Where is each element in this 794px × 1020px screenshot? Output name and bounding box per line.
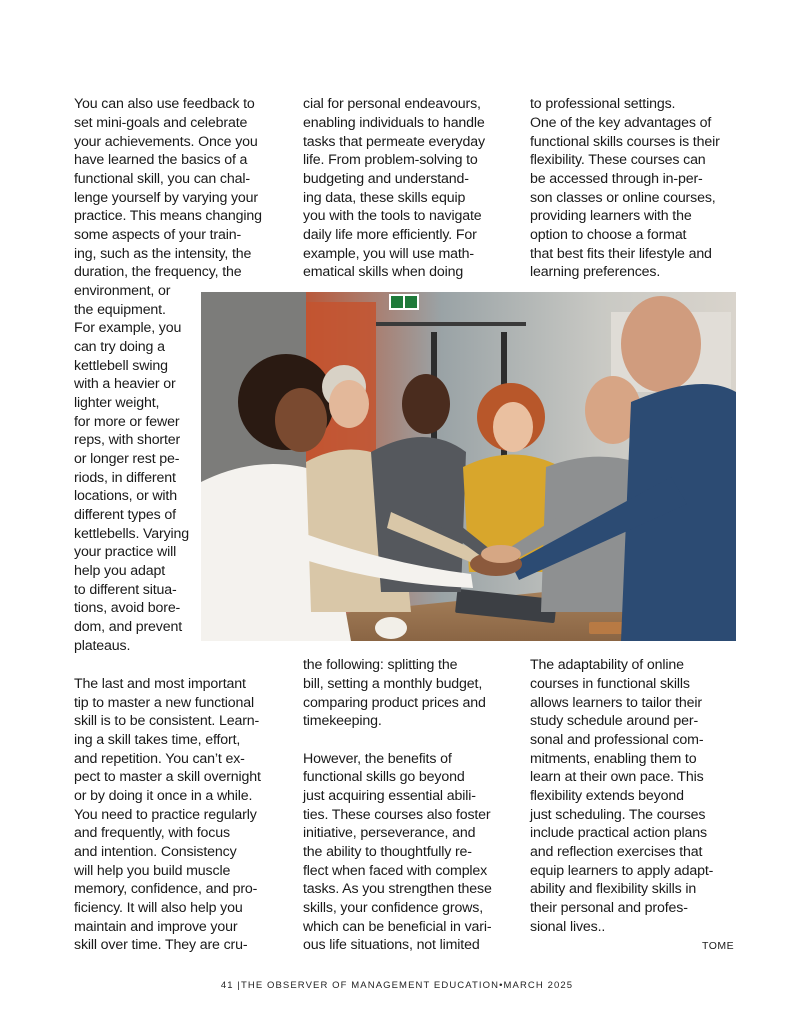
text-line: skill is to be consistent. Learn- — [74, 713, 260, 729]
text-line: option to choose a format — [530, 227, 687, 243]
text-line: memory, confidence, and pro- — [74, 881, 258, 897]
text-line: practice. This means changing — [74, 208, 262, 224]
text-line: to different situa- — [74, 582, 177, 598]
text-line: You can also use feedback to — [74, 96, 255, 112]
text-line: life. From problem-solving to — [303, 152, 478, 168]
text-line: One of the key advantages of — [530, 115, 712, 131]
text-line: You need to practice regularly — [74, 807, 257, 823]
text-line: the following: splitting the — [303, 657, 458, 673]
text-line: dom, and prevent — [74, 619, 183, 635]
text-line: cial for personal endeavours, — [303, 96, 481, 112]
text-line: be accessed through in-per- — [530, 171, 703, 187]
author-signature: TOME — [702, 940, 735, 952]
text-line: duration, the frequency, the — [74, 264, 242, 280]
text-line: riods, in different — [74, 470, 176, 486]
text-line: with a heavier or — [74, 376, 176, 392]
text-line: The adaptability of online — [530, 657, 684, 673]
text-line: sional lives.. — [530, 919, 606, 935]
text-line: study schedule around per- — [530, 713, 699, 729]
text-line: ficiency. It will also help you — [74, 900, 243, 916]
text-line: tasks that permeate everyday — [303, 134, 485, 150]
text-line: environment, or — [74, 283, 171, 299]
team-photo — [201, 292, 736, 641]
text-line: to professional settings. — [530, 96, 676, 112]
text-line: just scheduling. The courses — [530, 807, 706, 823]
text-line: the ability to thoughtfully re- — [303, 844, 472, 860]
text-line: your achievements. Once you — [74, 134, 258, 150]
text-line: and repetition. You can’t ex- — [74, 751, 245, 767]
text-line: functional skill, you can chal- — [74, 171, 250, 187]
text-line: learning preferences. — [530, 264, 661, 280]
text-line: lenge yourself by varying your — [74, 190, 258, 206]
text-line: daily life more efficiently. For — [303, 227, 477, 243]
text-line: mitments, enabling them to — [530, 751, 697, 767]
text-line: lighter weight, — [74, 395, 160, 411]
text-line: skills, your confidence grows, — [303, 900, 484, 916]
text-line: flexibility. These courses can — [530, 152, 706, 168]
text-line: their personal and profes- — [530, 900, 688, 916]
text-line: timekeeping. — [303, 713, 382, 729]
text-line: ability and flexibility skills in — [530, 881, 697, 897]
text-line: which can be beneficial in vari- — [303, 919, 492, 935]
text-line: equip learners to apply adapt- — [530, 863, 714, 879]
text-line: set mini-goals and celebrate — [74, 115, 248, 131]
text-line: ous life situations, not limited — [303, 937, 480, 953]
text-line: skill over time. They are cru- — [74, 937, 248, 953]
text-line: enabling individuals to handle — [303, 115, 485, 131]
text-line: maintain and improve your — [74, 919, 238, 935]
text-line: providing learners with the — [530, 208, 692, 224]
text-line: or by doing it once in a while. — [74, 788, 253, 804]
text-line: plateaus. — [74, 638, 131, 654]
text-line: kettlebells. Varying — [74, 526, 190, 542]
page-footer: 41 |THE OBSERVER OF MANAGEMENT EDUCATION•MARCH 2025 — [220, 980, 574, 991]
text-line: reps, with shorter — [74, 432, 181, 448]
text-line: initiative, perseverance, and — [303, 825, 476, 841]
text-line: locations, or with — [74, 488, 177, 504]
text-line: The last and most important — [74, 676, 246, 692]
text-line: ematical skills when doing — [303, 264, 464, 280]
text-line: some aspects of your train- — [74, 227, 242, 243]
text-line: tip to master a new functional — [74, 695, 255, 711]
text-line: learn at their own pace. This — [530, 769, 704, 785]
text-line: that best fits their lifestyle and — [530, 246, 712, 262]
text-line: ing data, these skills equip — [303, 190, 466, 206]
text-line: allows learners to tailor their — [530, 695, 702, 711]
text-line: or longer rest pe- — [74, 451, 180, 467]
text-line: tions, avoid bore- — [74, 600, 181, 616]
text-line: sonal and professional com- — [530, 732, 704, 748]
text-line: help you adapt — [74, 563, 165, 579]
text-line: tasks. As you strengthen these — [303, 881, 492, 897]
text-line: can try doing a — [74, 339, 165, 355]
text-line: example, you will use math- — [303, 246, 475, 262]
text-line: pect to master a skill overnight — [74, 769, 261, 785]
text-line: comparing product prices and — [303, 695, 486, 711]
text-line: will help you build muscle — [74, 863, 231, 879]
text-line: bill, setting a monthly budget, — [303, 676, 483, 692]
text-line: ties. These courses also foster — [303, 807, 491, 823]
text-line: and intention. Consistency — [74, 844, 237, 860]
text-line: for more or fewer — [74, 414, 180, 430]
text-line: you with the tools to navigate — [303, 208, 482, 224]
text-line: different types of — [74, 507, 176, 523]
text-line: budgeting and understand- — [303, 171, 469, 187]
text-line: and frequently, with focus — [74, 825, 230, 841]
text-line: the equipment. — [74, 302, 166, 318]
text-line: have learned the basics of a — [74, 152, 248, 168]
text-line: For example, you — [74, 320, 182, 336]
text-line: and reflection exercises that — [530, 844, 703, 860]
text-line: flect when faced with complex — [303, 863, 488, 879]
text-line: functional skills courses is their — [530, 134, 720, 150]
text-line: just acquiring essential abili- — [303, 788, 476, 804]
text-line: flexibility extends beyond — [530, 788, 684, 804]
text-line: ing a skill takes time, effort, — [74, 732, 241, 748]
text-line: However, the benefits of — [303, 751, 452, 767]
text-line: functional skills go beyond — [303, 769, 465, 785]
text-line: your practice will — [74, 544, 177, 560]
text-line: son classes or online courses, — [530, 190, 716, 206]
text-line: courses in functional skills — [530, 676, 690, 692]
text-line: include practical action plans — [530, 825, 707, 841]
text-line: ing, such as the intensity, the — [74, 246, 252, 262]
text-line: kettlebell swing — [74, 358, 168, 374]
